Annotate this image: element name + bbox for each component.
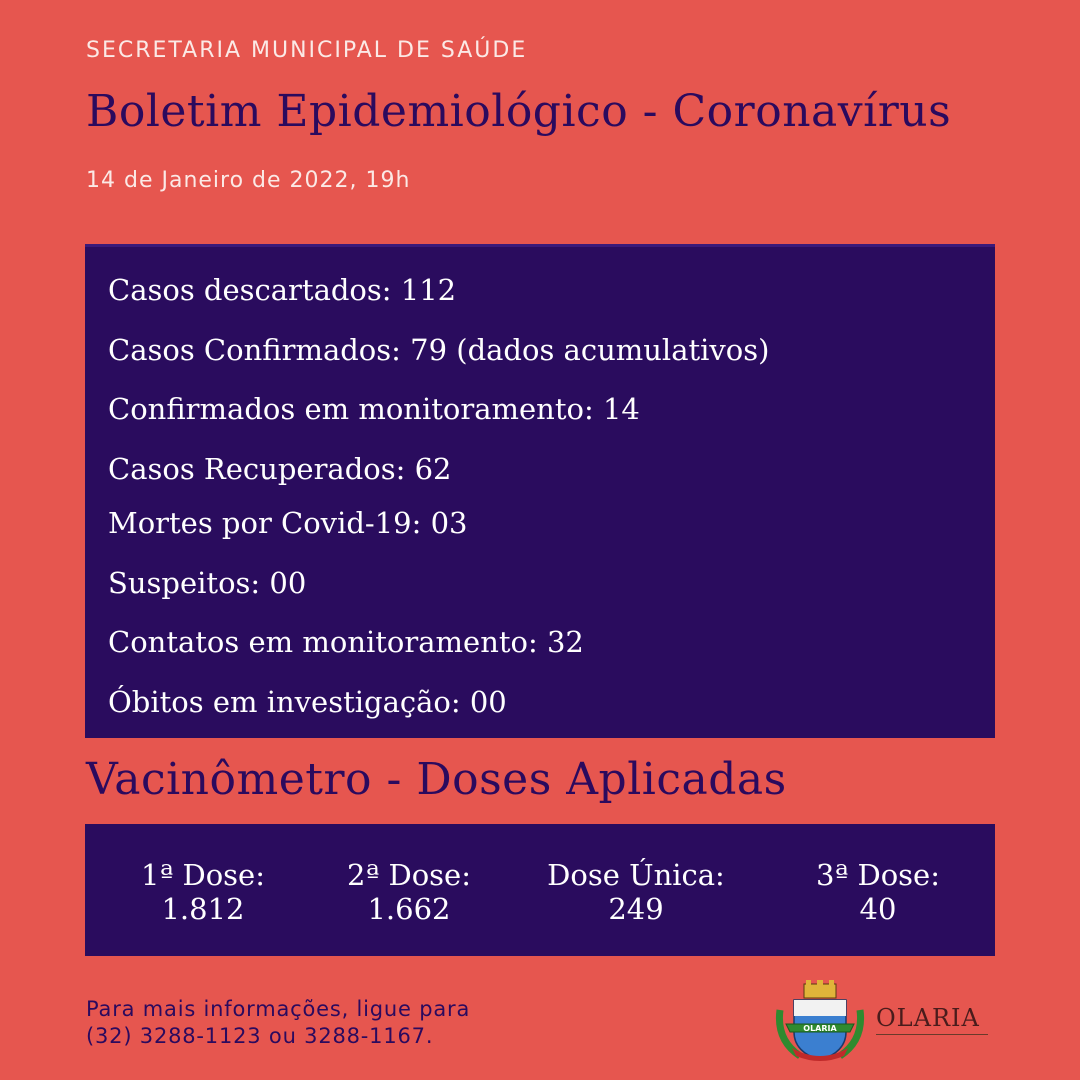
svg-text:OLARIA: OLARIA: [803, 1024, 837, 1033]
municipal-logo: [770, 980, 990, 1064]
stat-suspects: Suspeitos: 00: [108, 566, 307, 600]
vaccine-title: Vacinômetro - Doses Aplicadas: [86, 754, 787, 805]
contact-line-1: Para mais informações, ligue para: [86, 997, 471, 1021]
stat-contacts-monitoring: Contatos em monitoramento: 32: [108, 625, 584, 659]
stat-discarded: Casos descartados: 112: [108, 273, 457, 307]
dose-2-value: 1.662: [367, 892, 451, 926]
page-title: Boletim Epidemiológico - Coronavírus: [86, 86, 952, 137]
stat-confirmed: Casos Confirmados: 79 (dados acumulativos): [108, 333, 770, 367]
org-name: SECRETARIA MUNICIPAL DE SAÚDE: [86, 38, 528, 63]
contact-info: [86, 996, 470, 1050]
dose-single: [536, 858, 736, 926]
vaccine-panel: [85, 824, 995, 956]
dose-1: [128, 858, 278, 926]
contact-line-2: (32) 3288-1123 ou 3288-1167.: [86, 1024, 434, 1048]
dose-2: [334, 858, 484, 926]
dose-3-value: 40: [859, 892, 897, 926]
logo-wordmark: OLARIA: [876, 1004, 980, 1032]
stats-panel: [85, 244, 995, 738]
dose-2-label: 2ª Dose:: [347, 858, 471, 892]
stat-confirmed-monitoring: Confirmados em monitoramento: 14: [108, 392, 640, 426]
bulletin-date: 14 de Janeiro de 2022, 19h: [86, 168, 411, 193]
stat-recovered: Casos Recuperados: 62: [108, 452, 452, 486]
dose-1-label: 1ª Dose:: [141, 858, 265, 892]
stat-deaths-investigation: Óbitos em investigação: 00: [108, 685, 507, 719]
dose-1-value: 1.812: [161, 892, 245, 926]
municipal-coat-of-arms-icon: [770, 980, 870, 1064]
dose-3-label: 3ª Dose:: [816, 858, 940, 892]
logo-underline: [876, 1034, 988, 1035]
stat-deaths: Mortes por Covid-19: 03: [108, 506, 468, 540]
dose-3: [803, 858, 953, 926]
dose-single-value: 249: [608, 892, 664, 926]
dose-single-label: Dose Única:: [547, 858, 725, 892]
